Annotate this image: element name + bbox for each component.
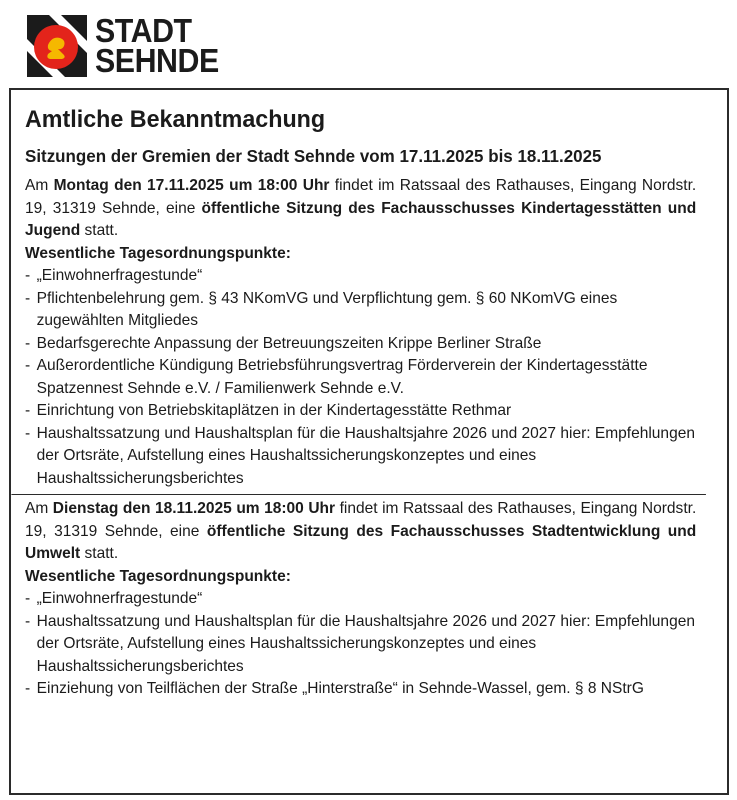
agenda-item: - Einziehung von Teilflächen der Straße „Hinterstraße“ in Sehnde-Wassel, gem. § 8 NStrG: [25, 680, 644, 697]
meeting-paragraph: Am Montag den 17.11.2025 um 18:00 Uhr findet im Ratssaal des Rathauses, Eingang Nordstr. 19, 31319 Sehnde, eine öffentliche Sitzung des Fachausschusses Kindertagesstätten und Jugend statt.: [25, 177, 697, 239]
agenda-item: - Bedarfsgerechte Anpassung der Betreuungszeiten Krippe Berliner Straße: [25, 334, 542, 352]
agenda-item: - Haushaltssatzung und Haushaltsplan für die Haushaltsjahre 2026 und 2027 hier: Empfehlungen der Ortsräte, Aufstellung eines Haushaltssicherungskonzeptes und eines Haushaltssicherungsberichtes: [25, 424, 695, 487]
agenda-heading: Wesentliche Tagesordnungspunkte:: [25, 244, 291, 262]
meeting-section: [25, 498, 696, 701]
agenda-heading: Wesentliche Tagesordnungspunkte:: [25, 567, 291, 585]
agenda-list: [25, 265, 696, 490]
agenda-item: - Außerordentliche Kündigung Betriebsführungsvertrag Förderverein der Kindertagesstätte Spatzennest Sehnde e.V. / Familienwerk Sehnde e.V.: [25, 357, 648, 397]
logo-line-sehnde: SEHNDE: [95, 42, 219, 79]
meeting-committee: öffentliche Sitzung des Fachausschusses Kindertagesstätten und Jugend: [25, 199, 697, 239]
meeting-paragraph: Am Dienstag den 18.11.2025 um 18:00 Uhr findet im Ratssaal des Rathauses, Eingang Nordstr. 19, 31319 Sehnde, eine öffentliche Sitzung des Fachausschusses Stadtentwicklung und Umwelt statt.: [25, 500, 697, 562]
meeting-date: Montag den 17.11.2025 um 18:00 Uhr: [53, 177, 330, 194]
agenda-list: [25, 588, 696, 701]
logo-wordmark: [95, 12, 219, 79]
city-emblem-icon: [27, 15, 87, 77]
meeting-section: [25, 175, 696, 490]
agenda-item: - Einrichtung von Betriebskitaplätzen in der Kindertagesstätte Rethmar: [25, 402, 512, 419]
stadt-sehnde-logo: [27, 13, 230, 79]
notice-title: Amtliche Bekanntmachung: [25, 106, 326, 133]
agenda-item: - „Einwohnerfragestunde“: [25, 267, 203, 284]
notice-subtitle: Sitzungen der Gremien der Stadt Sehnde vom 17.11.2025 bis 18.11.2025: [25, 146, 602, 166]
logo-line-stadt: STADT: [95, 12, 192, 49]
notice-content: [25, 100, 696, 701]
agenda-item: - Pflichtenbelehrung gem. § 43 NKomVG und Verpflichtung gem. § 60 NKomVG eines zugewählten Mitgliedes: [25, 289, 618, 329]
meeting-committee: öffentliche Sitzung des Fachausschusses Stadtentwicklung und Umwelt: [25, 522, 697, 562]
section-divider: [11, 494, 706, 495]
agenda-item: - „Einwohnerfragestunde“: [25, 590, 203, 607]
meeting-date: Dienstag den 18.11.2025 um 18:00 Uhr: [52, 500, 336, 517]
notice-frame: [9, 88, 729, 795]
agenda-item: - Haushaltssatzung und Haushaltsplan für die Haushaltsjahre 2026 und 2027 hier: Empfehlungen der Ortsräte, Aufstellung eines Haushaltssicherungskonzeptes und eines Haushaltssicherungsberichtes: [25, 612, 695, 675]
